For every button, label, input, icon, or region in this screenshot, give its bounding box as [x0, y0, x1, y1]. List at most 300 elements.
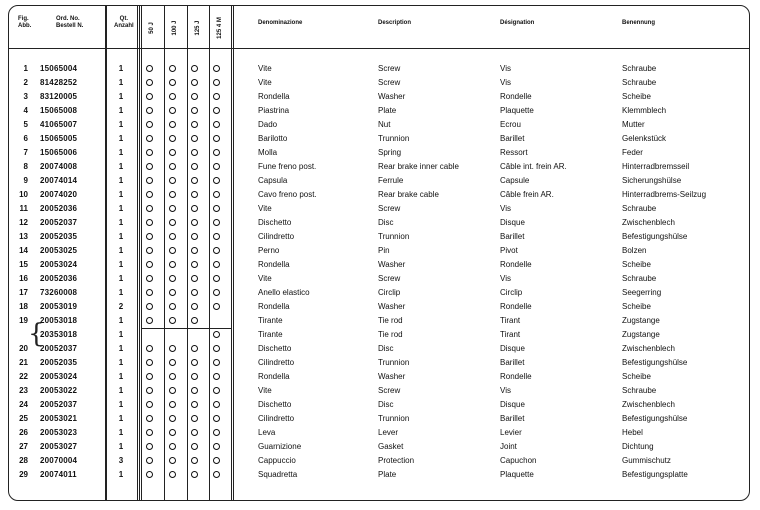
row-order-number: 20074020 [40, 190, 78, 199]
row-denominazione: Dischetto [258, 400, 292, 409]
applicability-circle-icon [213, 359, 220, 366]
row-benennung: Zwischenblech [622, 400, 675, 409]
row-order-number: 15065004 [40, 64, 78, 73]
row-description: Washer [378, 372, 406, 381]
applicability-circle-icon [213, 205, 220, 212]
row-fig-number: 7 [23, 148, 28, 157]
applicability-circle-icon [146, 93, 153, 100]
table-row [0, 90, 760, 104]
row-order-number: 20053019 [40, 302, 78, 311]
applicability-circle-icon [146, 79, 153, 86]
row-designation: Vis [500, 78, 511, 87]
applicability-circle-icon [146, 303, 153, 310]
row-quantity: 1 [118, 78, 124, 87]
applicability-circle-icon [191, 177, 198, 184]
row-designation: Barillet [500, 414, 525, 423]
applicability-circle-icon [213, 471, 220, 478]
row-quantity: 1 [118, 218, 124, 227]
applicability-circle-icon [169, 107, 176, 114]
applicability-circle-icon [169, 261, 176, 268]
table-row [0, 244, 760, 258]
row-benennung: Hebel [622, 428, 643, 437]
applicability-circle-icon [191, 303, 198, 310]
row-order-number: 41065007 [40, 120, 78, 129]
header-designation: Désignation [500, 20, 535, 26]
applicability-circle-icon [191, 191, 198, 198]
applicability-circle-icon [191, 107, 198, 114]
row-fig-number: 28 [19, 456, 28, 465]
applicability-circle-icon [213, 275, 220, 282]
row-order-number: 73260008 [40, 288, 78, 297]
row-quantity: 1 [118, 204, 124, 213]
row-description: Disc [378, 218, 394, 227]
row-denominazione: Cilindretto [258, 358, 295, 367]
table-row [0, 370, 760, 384]
row-designation: Capuchon [500, 456, 537, 465]
row-benennung: Schraube [622, 386, 657, 395]
table-row [0, 146, 760, 160]
row-order-number: 20053023 [40, 428, 78, 437]
applicability-circle-icon [169, 191, 176, 198]
row-quantity: 1 [118, 316, 124, 325]
row-description: Trunnion [378, 232, 410, 241]
row-denominazione: Vite [258, 386, 272, 395]
row-benennung: Scheibe [622, 92, 651, 101]
row-fig-number: 8 [23, 162, 28, 171]
row-benennung: Zwischenblech [622, 218, 675, 227]
row-benennung: Gummischutz [622, 456, 671, 465]
applicability-circle-icon [191, 429, 198, 436]
applicability-circle-icon [169, 429, 176, 436]
applicability-circle-icon [146, 177, 153, 184]
row-order-number: 20052035 [40, 358, 78, 367]
row-quantity: 1 [118, 120, 124, 129]
header-model-125-4m: 125 4 M [217, 17, 223, 39]
table-row [0, 202, 760, 216]
applicability-circle-icon [213, 79, 220, 86]
row-description: Lever [378, 428, 399, 437]
row-fig-number: 2 [23, 78, 28, 87]
row-designation: Capsule [500, 176, 530, 185]
row-fig-number: 4 [23, 106, 28, 115]
row-fig-number: 11 [19, 204, 28, 213]
applicability-circle-icon [191, 261, 198, 268]
table-row [0, 160, 760, 174]
row-quantity: 1 [118, 162, 124, 171]
row-benennung: Schraube [622, 78, 657, 87]
row-designation: Vis [500, 204, 511, 213]
row-description: Disc [378, 400, 394, 409]
row-designation: Plaquette [500, 106, 534, 115]
row-description: Screw [378, 78, 401, 87]
applicability-circle-icon [213, 289, 220, 296]
row-description: Screw [378, 64, 401, 73]
applicability-circle-icon [146, 387, 153, 394]
row-fig-number: 27 [19, 442, 28, 451]
row-benennung: Zugstange [622, 330, 660, 339]
row-description: Gasket [378, 442, 404, 451]
header-rule [8, 48, 750, 49]
applicability-circle-icon [213, 219, 220, 226]
applicability-circle-icon [169, 471, 176, 478]
applicability-circle-icon [169, 303, 176, 310]
row-description: Screw [378, 274, 401, 283]
row-benennung: Klemmblech [622, 106, 667, 115]
applicability-circle-icon [146, 121, 153, 128]
applicability-circle-icon [191, 345, 198, 352]
row-quantity: 1 [118, 92, 124, 101]
row-order-number: 83120005 [40, 92, 78, 101]
row-order-number: 20053018 [40, 316, 78, 325]
applicability-circle-icon [213, 387, 220, 394]
row-denominazione: Tirante [258, 316, 283, 325]
applicability-circle-icon [191, 233, 198, 240]
applicability-circle-icon [191, 317, 198, 324]
row-fig-number: 29 [19, 470, 28, 479]
row-fig-number: 25 [19, 414, 28, 423]
applicability-circle-icon [146, 415, 153, 422]
row-benennung: Dichtung [622, 442, 654, 451]
row-fig-number: 21 [19, 358, 28, 367]
row-description: Washer [378, 92, 406, 101]
row-fig-number: 23 [19, 386, 28, 395]
table-row [0, 426, 760, 440]
row-quantity: 1 [118, 330, 124, 339]
row-quantity: 1 [118, 148, 124, 157]
applicability-circle-icon [213, 177, 220, 184]
header-fig-de: Abb. [18, 23, 32, 29]
table-row [0, 216, 760, 230]
row-order-number: 81428252 [40, 78, 78, 87]
row-order-number: 20052037 [40, 400, 78, 409]
applicability-circle-icon [169, 135, 176, 142]
applicability-circle-icon [213, 93, 220, 100]
table-row [0, 468, 760, 482]
table-row [0, 118, 760, 132]
row-fig-number: 17 [19, 288, 28, 297]
table-row [0, 356, 760, 370]
row-designation: Câble frein AR. [500, 190, 554, 199]
row-order-number: 20053021 [40, 414, 78, 423]
row-order-number: 15065008 [40, 106, 78, 115]
applicability-circle-icon [169, 345, 176, 352]
row-denominazione: Piastrina [258, 106, 290, 115]
applicability-circle-icon [191, 443, 198, 450]
applicability-circle-icon [169, 247, 176, 254]
row-fig-number: 19 [19, 316, 28, 325]
table-row [0, 62, 760, 76]
applicability-circle-icon [191, 149, 198, 156]
applicability-circle-icon [213, 429, 220, 436]
applicability-circle-icon [191, 373, 198, 380]
row-fig-number: 12 [19, 218, 28, 227]
row-order-number: 15065006 [40, 148, 78, 157]
row-order-number: 20052037 [40, 344, 78, 353]
table-row [0, 342, 760, 356]
row-order-number: 20353018 [40, 330, 78, 339]
applicability-circle-icon [169, 457, 176, 464]
applicability-circle-icon [146, 107, 153, 114]
row-quantity: 1 [118, 470, 124, 479]
applicability-circle-icon [213, 121, 220, 128]
table-row [0, 412, 760, 426]
row-quantity: 1 [118, 232, 124, 241]
applicability-circle-icon [146, 205, 153, 212]
table-row [0, 76, 760, 90]
row-description: Screw [378, 386, 401, 395]
row-designation: Rondelle [500, 92, 532, 101]
row-quantity: 1 [118, 386, 124, 395]
table-row [0, 174, 760, 188]
row-description: Tie rod [378, 330, 403, 339]
header-model-50j: 50 J [149, 22, 155, 34]
row-order-number: 20052036 [40, 204, 78, 213]
row-denominazione: Cappuccio [258, 456, 296, 465]
header-ord-de: Bestell N. [56, 23, 84, 29]
row-designation: Barillet [500, 232, 525, 241]
row-fig-number: 10 [19, 190, 28, 199]
row-description: Pin [378, 246, 390, 255]
header-qt [114, 16, 134, 30]
row-quantity: 1 [118, 176, 124, 185]
row-benennung: Gelenkstück [622, 134, 667, 143]
applicability-circle-icon [213, 303, 220, 310]
header-qt-de: Anzahl [114, 23, 134, 29]
table-row [0, 384, 760, 398]
row-denominazione: Guarnizione [258, 442, 302, 451]
row-benennung: Hinterradbrems-Seilzug [622, 190, 707, 199]
row-denominazione: Rondella [258, 92, 290, 101]
row-designation: Circlip [500, 288, 523, 297]
row-designation: Rondelle [500, 302, 532, 311]
applicability-circle-icon [191, 93, 198, 100]
applicability-circle-icon [169, 65, 176, 72]
row-benennung: Sicherungshülse [622, 176, 682, 185]
row-quantity: 1 [118, 400, 124, 409]
header-model-125j: 125 J [195, 20, 201, 36]
applicability-circle-icon [191, 219, 198, 226]
row-designation: Vis [500, 64, 511, 73]
row-denominazione: Cilindretto [258, 414, 295, 423]
row-denominazione: Rondella [258, 302, 290, 311]
row-designation: Joint [500, 442, 517, 451]
applicability-circle-icon [169, 121, 176, 128]
applicability-circle-icon [191, 65, 198, 72]
row-description: Spring [378, 148, 402, 157]
header-fig [18, 16, 31, 30]
row-quantity: 1 [118, 246, 124, 255]
row-denominazione: Vite [258, 274, 272, 283]
row-order-number: 20053024 [40, 260, 78, 269]
applicability-circle-icon [191, 135, 198, 142]
applicability-circle-icon [169, 373, 176, 380]
applicability-circle-icon [169, 359, 176, 366]
row-fig-number: 20 [19, 344, 28, 353]
row-designation: Barillet [500, 134, 525, 143]
row-order-number: 20074008 [40, 162, 78, 171]
applicability-circle-icon [146, 373, 153, 380]
table-row [0, 188, 760, 202]
applicability-circle-icon [213, 135, 220, 142]
table-row [0, 314, 760, 328]
applicability-circle-icon [213, 191, 220, 198]
applicability-circle-icon [191, 415, 198, 422]
applicability-circle-icon [169, 93, 176, 100]
row-fig-number: 14 [19, 246, 28, 255]
applicability-circle-icon [169, 163, 176, 170]
row-denominazione: Vite [258, 204, 272, 213]
row-fig-number: 1 [23, 64, 28, 73]
row-designation: Tirant [500, 330, 521, 339]
table-row [0, 286, 760, 300]
row-description: Washer [378, 260, 406, 269]
row-denominazione: Tirante [258, 330, 283, 339]
applicability-circle-icon [146, 359, 153, 366]
applicability-circle-icon [213, 149, 220, 156]
row-designation: Ecrou [500, 120, 521, 129]
applicability-circle-icon [213, 373, 220, 380]
row-benennung: Scheibe [622, 302, 651, 311]
applicability-circle-icon [146, 317, 153, 324]
row-denominazione: Perno [258, 246, 280, 255]
applicability-circle-icon [213, 345, 220, 352]
applicability-circle-icon [213, 233, 220, 240]
applicability-circle-icon [169, 317, 176, 324]
applicability-circle-icon [146, 149, 153, 156]
row-description: Rear brake cable [378, 190, 439, 199]
table-row [0, 104, 760, 118]
row-quantity: 3 [118, 456, 124, 465]
table-row [0, 300, 760, 314]
applicability-circle-icon [146, 401, 153, 408]
header-fig-it: Fig. [18, 16, 29, 22]
row-denominazione: Squadretta [258, 470, 298, 479]
row-designation: Vis [500, 386, 511, 395]
row-designation: Rondelle [500, 372, 532, 381]
applicability-circle-icon [191, 457, 198, 464]
row-fig-number: 6 [23, 134, 28, 143]
row-designation: Pivot [500, 246, 518, 255]
row-designation: Ressort [500, 148, 528, 157]
row-order-number: 20074011 [40, 470, 77, 479]
row-order-number: 20052037 [40, 218, 78, 227]
row-benennung: Befestigungshülse [622, 232, 688, 241]
header-qt-it: Qt. [119, 16, 128, 22]
applicability-circle-icon [169, 219, 176, 226]
row-designation: Rondelle [500, 260, 532, 269]
row-denominazione: Rondella [258, 372, 290, 381]
row-description: Trunnion [378, 414, 410, 423]
row-designation: Câble int. frein AR. [500, 162, 567, 171]
row-description: Ferrule [378, 176, 404, 185]
row-description: Tie rod [378, 316, 403, 325]
row-fig-number: 13 [19, 232, 28, 241]
row-designation: Plaquette [500, 470, 534, 479]
applicability-circle-icon [146, 443, 153, 450]
table-row [0, 230, 760, 244]
applicability-circle-icon [146, 261, 153, 268]
row-fig-number: 5 [23, 120, 28, 129]
row-denominazione: Capsula [258, 176, 288, 185]
row-quantity: 1 [118, 260, 124, 269]
row-quantity: 1 [118, 274, 124, 283]
table-row [0, 440, 760, 454]
row-benennung: Befestigungshülse [622, 358, 688, 367]
row-order-number: 20053024 [40, 372, 78, 381]
applicability-circle-icon [213, 247, 220, 254]
applicability-circle-icon [169, 177, 176, 184]
applicability-circle-icon [169, 443, 176, 450]
row-designation: Disque [500, 400, 525, 409]
row-order-number: 20053022 [40, 386, 78, 395]
applicability-circle-icon [213, 457, 220, 464]
row-description: Nut [378, 120, 391, 129]
header-ord-it: Ord. No. [56, 16, 80, 22]
row-quantity: 1 [118, 64, 124, 73]
row-designation: Barillet [500, 358, 525, 367]
header-model-100j: 100 J [172, 20, 178, 36]
applicability-circle-icon [191, 121, 198, 128]
row-denominazione: Cilindretto [258, 232, 295, 241]
row-fig-number: 16 [19, 274, 28, 283]
row-description: Screw [378, 204, 401, 213]
row-designation: Disque [500, 344, 525, 353]
row-benennung: Schraube [622, 204, 657, 213]
table-row [0, 454, 760, 468]
row-denominazione: Barilotto [258, 134, 288, 143]
applicability-circle-icon [169, 289, 176, 296]
row-denominazione: Dado [258, 120, 278, 129]
row-denominazione: Rondella [258, 260, 290, 269]
applicability-circle-icon [146, 135, 153, 142]
row-description: Plate [378, 470, 397, 479]
row-benennung: Schraube [622, 274, 657, 283]
row-designation: Vis [500, 274, 511, 283]
applicability-circle-icon [169, 233, 176, 240]
applicability-circle-icon [146, 163, 153, 170]
row-order-number: 20052035 [40, 232, 78, 241]
row-benennung: Zwischenblech [622, 344, 675, 353]
row-order-number: 20070004 [40, 456, 78, 465]
row-description: Protection [378, 456, 415, 465]
row-denominazione: Vite [258, 64, 272, 73]
table-row [0, 258, 760, 272]
applicability-circle-icon [146, 233, 153, 240]
row-designation: Levier [500, 428, 522, 437]
applicability-circle-icon [191, 79, 198, 86]
row-denominazione: Anello elastico [258, 288, 310, 297]
row-quantity: 1 [118, 106, 124, 115]
applicability-circle-icon [191, 471, 198, 478]
row-benennung: Feder [622, 148, 643, 157]
applicability-circle-icon [146, 457, 153, 464]
row-quantity: 1 [118, 344, 124, 353]
row-description: Washer [378, 302, 406, 311]
header-benennung: Benennung [622, 20, 655, 26]
table-row [0, 328, 760, 342]
applicability-circle-icon [191, 387, 198, 394]
header-description: Description [378, 20, 412, 26]
row-description: Disc [378, 344, 394, 353]
row-quantity: 1 [118, 358, 124, 367]
row-benennung: Mutter [622, 120, 645, 129]
row-quantity: 1 [118, 288, 124, 297]
row-benennung: Bolzen [622, 246, 647, 255]
row-designation: Disque [500, 218, 525, 227]
row-description: Trunnion [378, 358, 410, 367]
row-denominazione: Dischetto [258, 344, 292, 353]
row-quantity: 1 [118, 372, 124, 381]
